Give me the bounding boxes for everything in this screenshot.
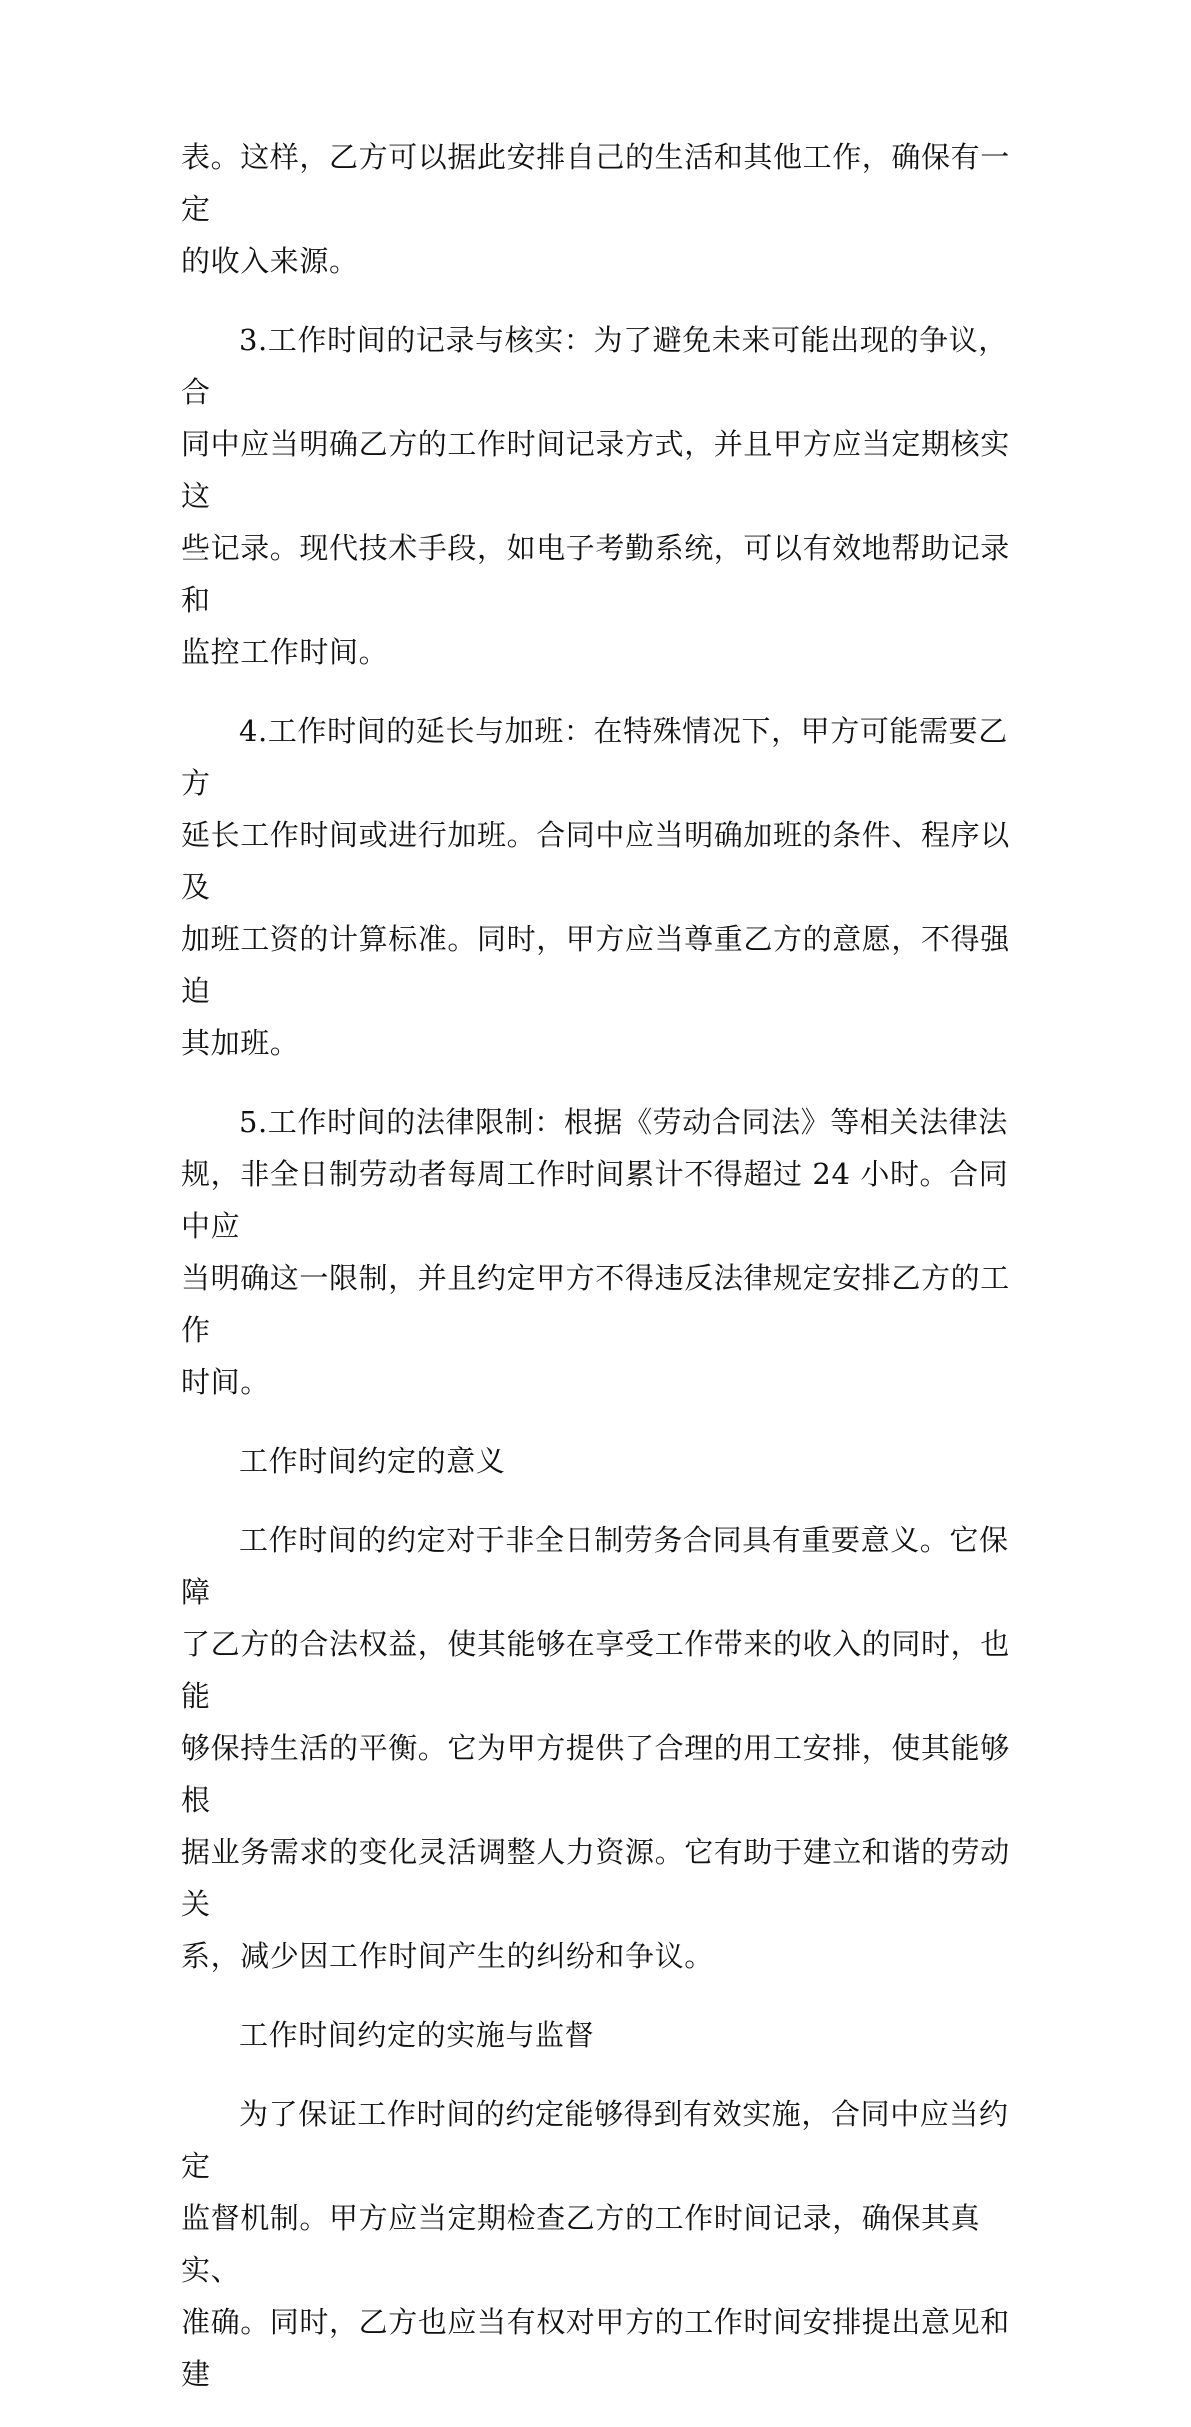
section-heading-significance: 工作时间约定的意义: [239, 1444, 506, 1478]
paragraph-legal-limits: 5.工作时间的法律限制：根据《劳动合同法》等相关法律法 规，非全日制劳动者每周工作时间累计不得超过 24 小时。合同中应 当明确这一限制，并且约定甲方不得违反法律规定安排乙方的工作 时间。: [181, 1105, 1010, 1399]
paragraph-significance: 工作时间的约定对于非全日制劳务合同具有重要意义。它保障 了乙方的合法权益，使其能够在享受工作带来的收入的同时，也能 够保持生活的平衡。它为甲方提供了合理的用工安排，使其能够根 据业务需求的变化灵活调整人力资源。它有助于建立和谐的劳动关 系，减少因工作时间产生的纠纷和争议。: [181, 1523, 1010, 1973]
document-body: [181, 131, 1011, 2427]
paragraph-implementation: 为了保证工作时间的约定能够得到有效实施，合同中应当约定 监督机制。甲方应当定期检查乙方的工作时间记录，确保其真实、 准确。同时，乙方也应当有权对甲方的工作时间安排提出意见和建: [181, 2097, 1010, 2391]
paragraph-continuation: 表。这样，乙方可以据此安排自己的生活和其他工作，确保有一定 的收入来源。: [181, 140, 1010, 278]
paragraph-overtime: 4.工作时间的延长与加班：在特殊情况下，甲方可能需要乙方 延长工作时间或进行加班。合同中应当明确加班的条件、程序以及 加班工资的计算标准。同时，甲方应当尊重乙方的意愿，不得强迫 其加班。: [181, 714, 1010, 1060]
paragraph-work-time-records: 3.工作时间的记录与核实：为了避免未来可能出现的争议，合 同中应当明确乙方的工作时间记录方式，并且甲方应当定期核实这 些记录。现代技术手段，如电子考勤系统，可以有效地帮助记录和 监控工作时间。: [181, 323, 1010, 669]
section-heading-implementation: 工作时间约定的实施与监督: [239, 2018, 595, 2052]
